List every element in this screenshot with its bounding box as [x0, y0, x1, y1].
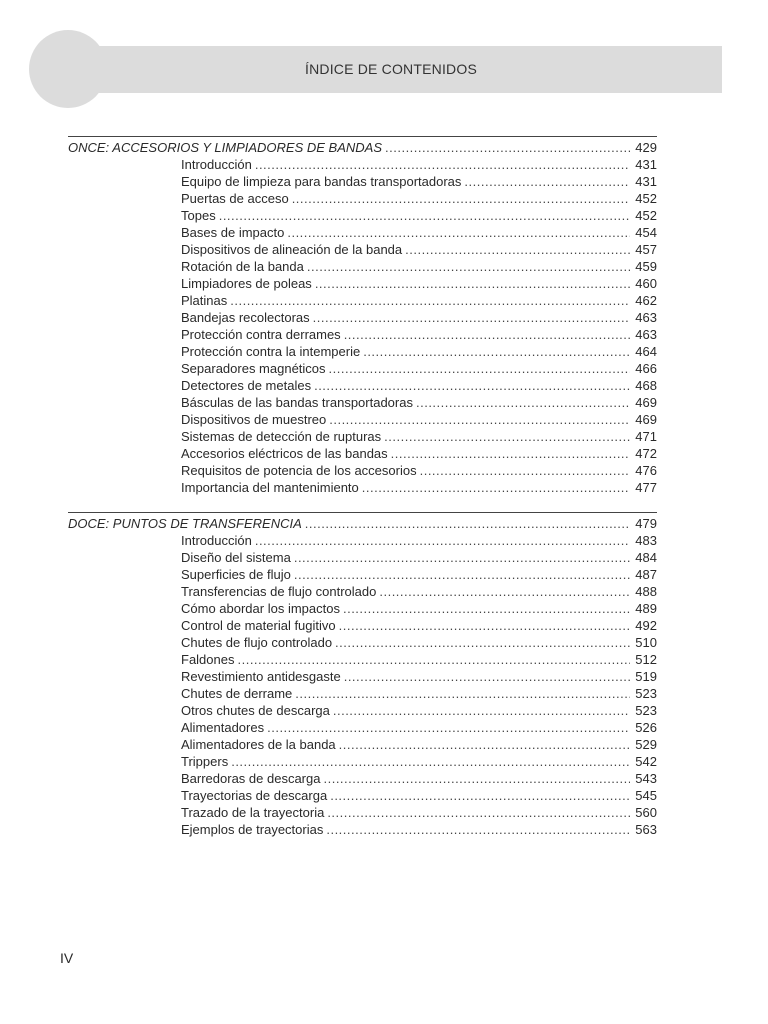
- toc-entry-page-number: 468: [635, 378, 657, 393]
- dot-leader: [327, 804, 630, 821]
- toc-entry-title: Ejemplos de trayectorias: [181, 822, 324, 837]
- dot-leader: [464, 173, 630, 190]
- toc-entry-title: Diseño del sistema: [181, 550, 291, 565]
- toc-entry[interactable]: [68, 736, 657, 753]
- toc-entry[interactable]: [68, 241, 657, 258]
- toc-entry-page-number: 460: [635, 276, 657, 291]
- toc-entry-title: Cómo abordar los impactos: [181, 601, 340, 616]
- toc-entry[interactable]: [68, 207, 657, 224]
- entry-list: [68, 156, 657, 496]
- toc-entry-page-number: 526: [635, 720, 657, 735]
- toc-entry-page-number: 464: [635, 344, 657, 359]
- toc-entry[interactable]: [68, 787, 657, 804]
- dot-leader: [343, 600, 630, 617]
- dot-leader: [292, 190, 630, 207]
- dot-leader: [335, 634, 630, 651]
- dot-leader: [294, 549, 630, 566]
- toc-entry-page-number: 484: [635, 550, 657, 565]
- toc-entry-page-number: 457: [635, 242, 657, 257]
- toc-entry-page-number: 489: [635, 601, 657, 616]
- toc-entry-page-number: 459: [635, 259, 657, 274]
- toc-entry[interactable]: [68, 549, 657, 566]
- dot-leader: [420, 462, 630, 479]
- toc-entry-title: Rotación de la banda: [181, 259, 304, 274]
- toc-entry-page-number: 463: [635, 327, 657, 342]
- toc-entry-title: Accesorios eléctricos de las bandas: [181, 446, 388, 461]
- toc-entry-page-number: 476: [635, 463, 657, 478]
- toc-entry-title: Trayectorias de descarga: [181, 788, 328, 803]
- toc-entry[interactable]: [68, 753, 657, 770]
- toc-entry-title: Equipo de limpieza para bandas transportadoras: [181, 174, 462, 189]
- dot-leader: [267, 719, 630, 736]
- dot-leader: [384, 428, 630, 445]
- dot-leader: [391, 445, 630, 462]
- dot-leader: [237, 651, 630, 668]
- toc-entry[interactable]: [68, 309, 657, 326]
- entry-list: [68, 532, 657, 838]
- toc-entry-page-number: 492: [635, 618, 657, 633]
- dot-leader: [219, 207, 630, 224]
- toc-entry[interactable]: [68, 719, 657, 736]
- toc-entry[interactable]: [68, 804, 657, 821]
- toc-entry-title: Chutes de derrame: [181, 686, 293, 701]
- toc-entry-page-number: 431: [635, 157, 657, 172]
- toc-entry[interactable]: [68, 275, 657, 292]
- toc-entry-title: Dispositivos de muestreo: [181, 412, 327, 427]
- dot-leader: [405, 241, 630, 258]
- toc-entry-title: Sistemas de detección de rupturas: [181, 429, 382, 444]
- toc-entry-title: Platinas: [181, 293, 228, 308]
- dot-leader: [363, 343, 630, 360]
- dot-leader: [385, 139, 630, 156]
- dot-leader: [333, 702, 630, 719]
- toc-entry[interactable]: [68, 445, 657, 462]
- dot-leader: [329, 360, 630, 377]
- dot-leader: [287, 224, 630, 241]
- dot-leader: [305, 515, 630, 532]
- toc-entry-page-number: 472: [635, 446, 657, 461]
- toc-entry-page-number: 560: [635, 805, 657, 820]
- dot-leader: [344, 668, 630, 685]
- toc-entry-title: Limpiadores de poleas: [181, 276, 312, 291]
- chapter-title: DOCE: PUNTOS DE TRANSFERENCIA: [68, 516, 302, 531]
- toc-entry-title: Transferencias de flujo controlado: [181, 584, 377, 599]
- toc-entry-title: Bandejas recolectoras: [181, 310, 310, 325]
- toc-entry[interactable]: [68, 600, 657, 617]
- toc-entry-page-number: 487: [635, 567, 657, 582]
- toc-entry-title: Separadores magnéticos: [181, 361, 326, 376]
- toc-entry[interactable]: [68, 343, 657, 360]
- toc-entry[interactable]: [68, 462, 657, 479]
- toc-entry-page-number: 545: [635, 788, 657, 803]
- toc-entry-page-number: 488: [635, 584, 657, 599]
- toc-entry-page-number: 523: [635, 686, 657, 701]
- toc-entry-page-number: 452: [635, 208, 657, 223]
- toc-entry-page-number: 477: [635, 480, 657, 495]
- chapter-heading[interactable]: [68, 515, 657, 532]
- toc-entry-title: Revestimiento antidesgaste: [181, 669, 341, 684]
- toc-section-once: [68, 136, 657, 496]
- toc-entry-title: Topes: [181, 208, 216, 223]
- dot-leader: [344, 326, 630, 343]
- toc-entry-title: Alimentadores: [181, 720, 265, 735]
- toc-entry[interactable]: [68, 685, 657, 702]
- toc-entry-page-number: 454: [635, 225, 657, 240]
- dot-leader: [295, 685, 630, 702]
- toc-entry[interactable]: [68, 634, 657, 651]
- toc-entry[interactable]: [68, 173, 657, 190]
- toc-entry-page-number: 512: [635, 652, 657, 667]
- toc-entry-title: Control de material fugitivo: [181, 618, 336, 633]
- toc-entry-page-number: 523: [635, 703, 657, 718]
- dot-leader: [313, 309, 630, 326]
- toc-entry-page-number: 462: [635, 293, 657, 308]
- dot-leader: [231, 753, 630, 770]
- dot-leader: [339, 736, 630, 753]
- dot-leader: [326, 821, 630, 838]
- toc-entry-title: Superficies de flujo: [181, 567, 291, 582]
- chapter-page-number: 479: [635, 516, 657, 531]
- toc-entry[interactable]: [68, 651, 657, 668]
- toc-entry-page-number: 542: [635, 754, 657, 769]
- dot-leader: [416, 394, 630, 411]
- toc-entry-page-number: 452: [635, 191, 657, 206]
- toc-entry-title: Faldones: [181, 652, 235, 667]
- toc-entry-title: Dispositivos de alineación de la banda: [181, 242, 403, 257]
- toc-entry-page-number: 529: [635, 737, 657, 752]
- dot-leader: [330, 787, 630, 804]
- toc-entry[interactable]: [68, 190, 657, 207]
- toc-entry-page-number: 483: [635, 533, 657, 548]
- section-divider: [68, 512, 657, 513]
- toc-entry-page-number: 469: [635, 412, 657, 427]
- toc-entry-title: Protección contra la intemperie: [181, 344, 361, 359]
- toc-entry[interactable]: [68, 394, 657, 411]
- toc-entry-title: Puertas de acceso: [181, 191, 289, 206]
- toc-entry-page-number: 510: [635, 635, 657, 650]
- toc-entry[interactable]: [68, 821, 657, 838]
- dot-leader: [230, 292, 630, 309]
- toc-entry[interactable]: [68, 360, 657, 377]
- toc-entry[interactable]: [68, 224, 657, 241]
- chapter-page-number: 429: [635, 140, 657, 155]
- toc-entry-title: Requisitos de potencia de los accesorios: [181, 463, 417, 478]
- dot-leader: [339, 617, 630, 634]
- toc-entry[interactable]: [68, 377, 657, 394]
- toc-entry[interactable]: [68, 258, 657, 275]
- toc-entry-title: Alimentadores de la banda: [181, 737, 336, 752]
- toc-entry[interactable]: [68, 668, 657, 685]
- dot-leader: [255, 532, 630, 549]
- toc-entry-page-number: 469: [635, 395, 657, 410]
- toc-entry-page-number: 563: [635, 822, 657, 837]
- toc-entry[interactable]: [68, 326, 657, 343]
- toc-entry-page-number: 463: [635, 310, 657, 325]
- dot-leader: [255, 156, 630, 173]
- toc-entry[interactable]: [68, 292, 657, 309]
- dot-leader: [315, 275, 630, 292]
- toc-entry[interactable]: [68, 156, 657, 173]
- toc-entry[interactable]: [68, 532, 657, 549]
- toc-entry-title: Importancia del mantenimiento: [181, 480, 359, 495]
- toc-entry-title: Trippers: [181, 754, 229, 769]
- toc-entry-title: Trazado de la trayectoria: [181, 805, 325, 820]
- toc-entry-page-number: 466: [635, 361, 657, 376]
- toc-entry[interactable]: [68, 583, 657, 600]
- dot-leader: [294, 566, 630, 583]
- chapter-heading[interactable]: [68, 139, 657, 156]
- dot-leader: [379, 583, 630, 600]
- dot-leader: [307, 258, 630, 275]
- dot-leader: [314, 377, 630, 394]
- toc-entry[interactable]: [68, 770, 657, 787]
- dot-leader: [329, 411, 630, 428]
- toc-entry-title: Barredoras de descarga: [181, 771, 321, 786]
- toc-entry[interactable]: [68, 411, 657, 428]
- dot-leader: [362, 479, 630, 496]
- toc-entry-title: Introducción: [181, 157, 252, 172]
- chapter-title: ONCE: ACCESORIOS Y LIMPIADORES DE BANDAS: [68, 140, 383, 155]
- toc-entry-title: Chutes de flujo controlado: [181, 635, 333, 650]
- toc-section-doce: [68, 512, 657, 838]
- toc-entry-title: Introducción: [181, 533, 252, 548]
- toc-entry-title: Otros chutes de descarga: [181, 703, 330, 718]
- toc-entry[interactable]: [68, 702, 657, 719]
- toc-entry-page-number: 431: [635, 174, 657, 189]
- toc-entry[interactable]: [68, 479, 657, 496]
- toc-entry-title: Protección contra derrames: [181, 327, 341, 342]
- toc-entry-page-number: 471: [635, 429, 657, 444]
- toc-entry-page-number: 519: [635, 669, 657, 684]
- dot-leader: [323, 770, 630, 787]
- toc-entry[interactable]: [68, 428, 657, 445]
- toc-entry-title: Básculas de las bandas transportadoras: [181, 395, 413, 410]
- toc-entry-title: Bases de impacto: [181, 225, 285, 240]
- toc-entry[interactable]: [68, 566, 657, 583]
- toc-entry-title: Detectores de metales: [181, 378, 312, 393]
- page-title: ÍNDICE DE CONTENIDOS: [304, 61, 477, 77]
- toc-entry[interactable]: [68, 617, 657, 634]
- section-divider: [68, 136, 657, 137]
- toc-entry-page-number: 543: [635, 771, 657, 786]
- page-folio: IV: [60, 950, 74, 966]
